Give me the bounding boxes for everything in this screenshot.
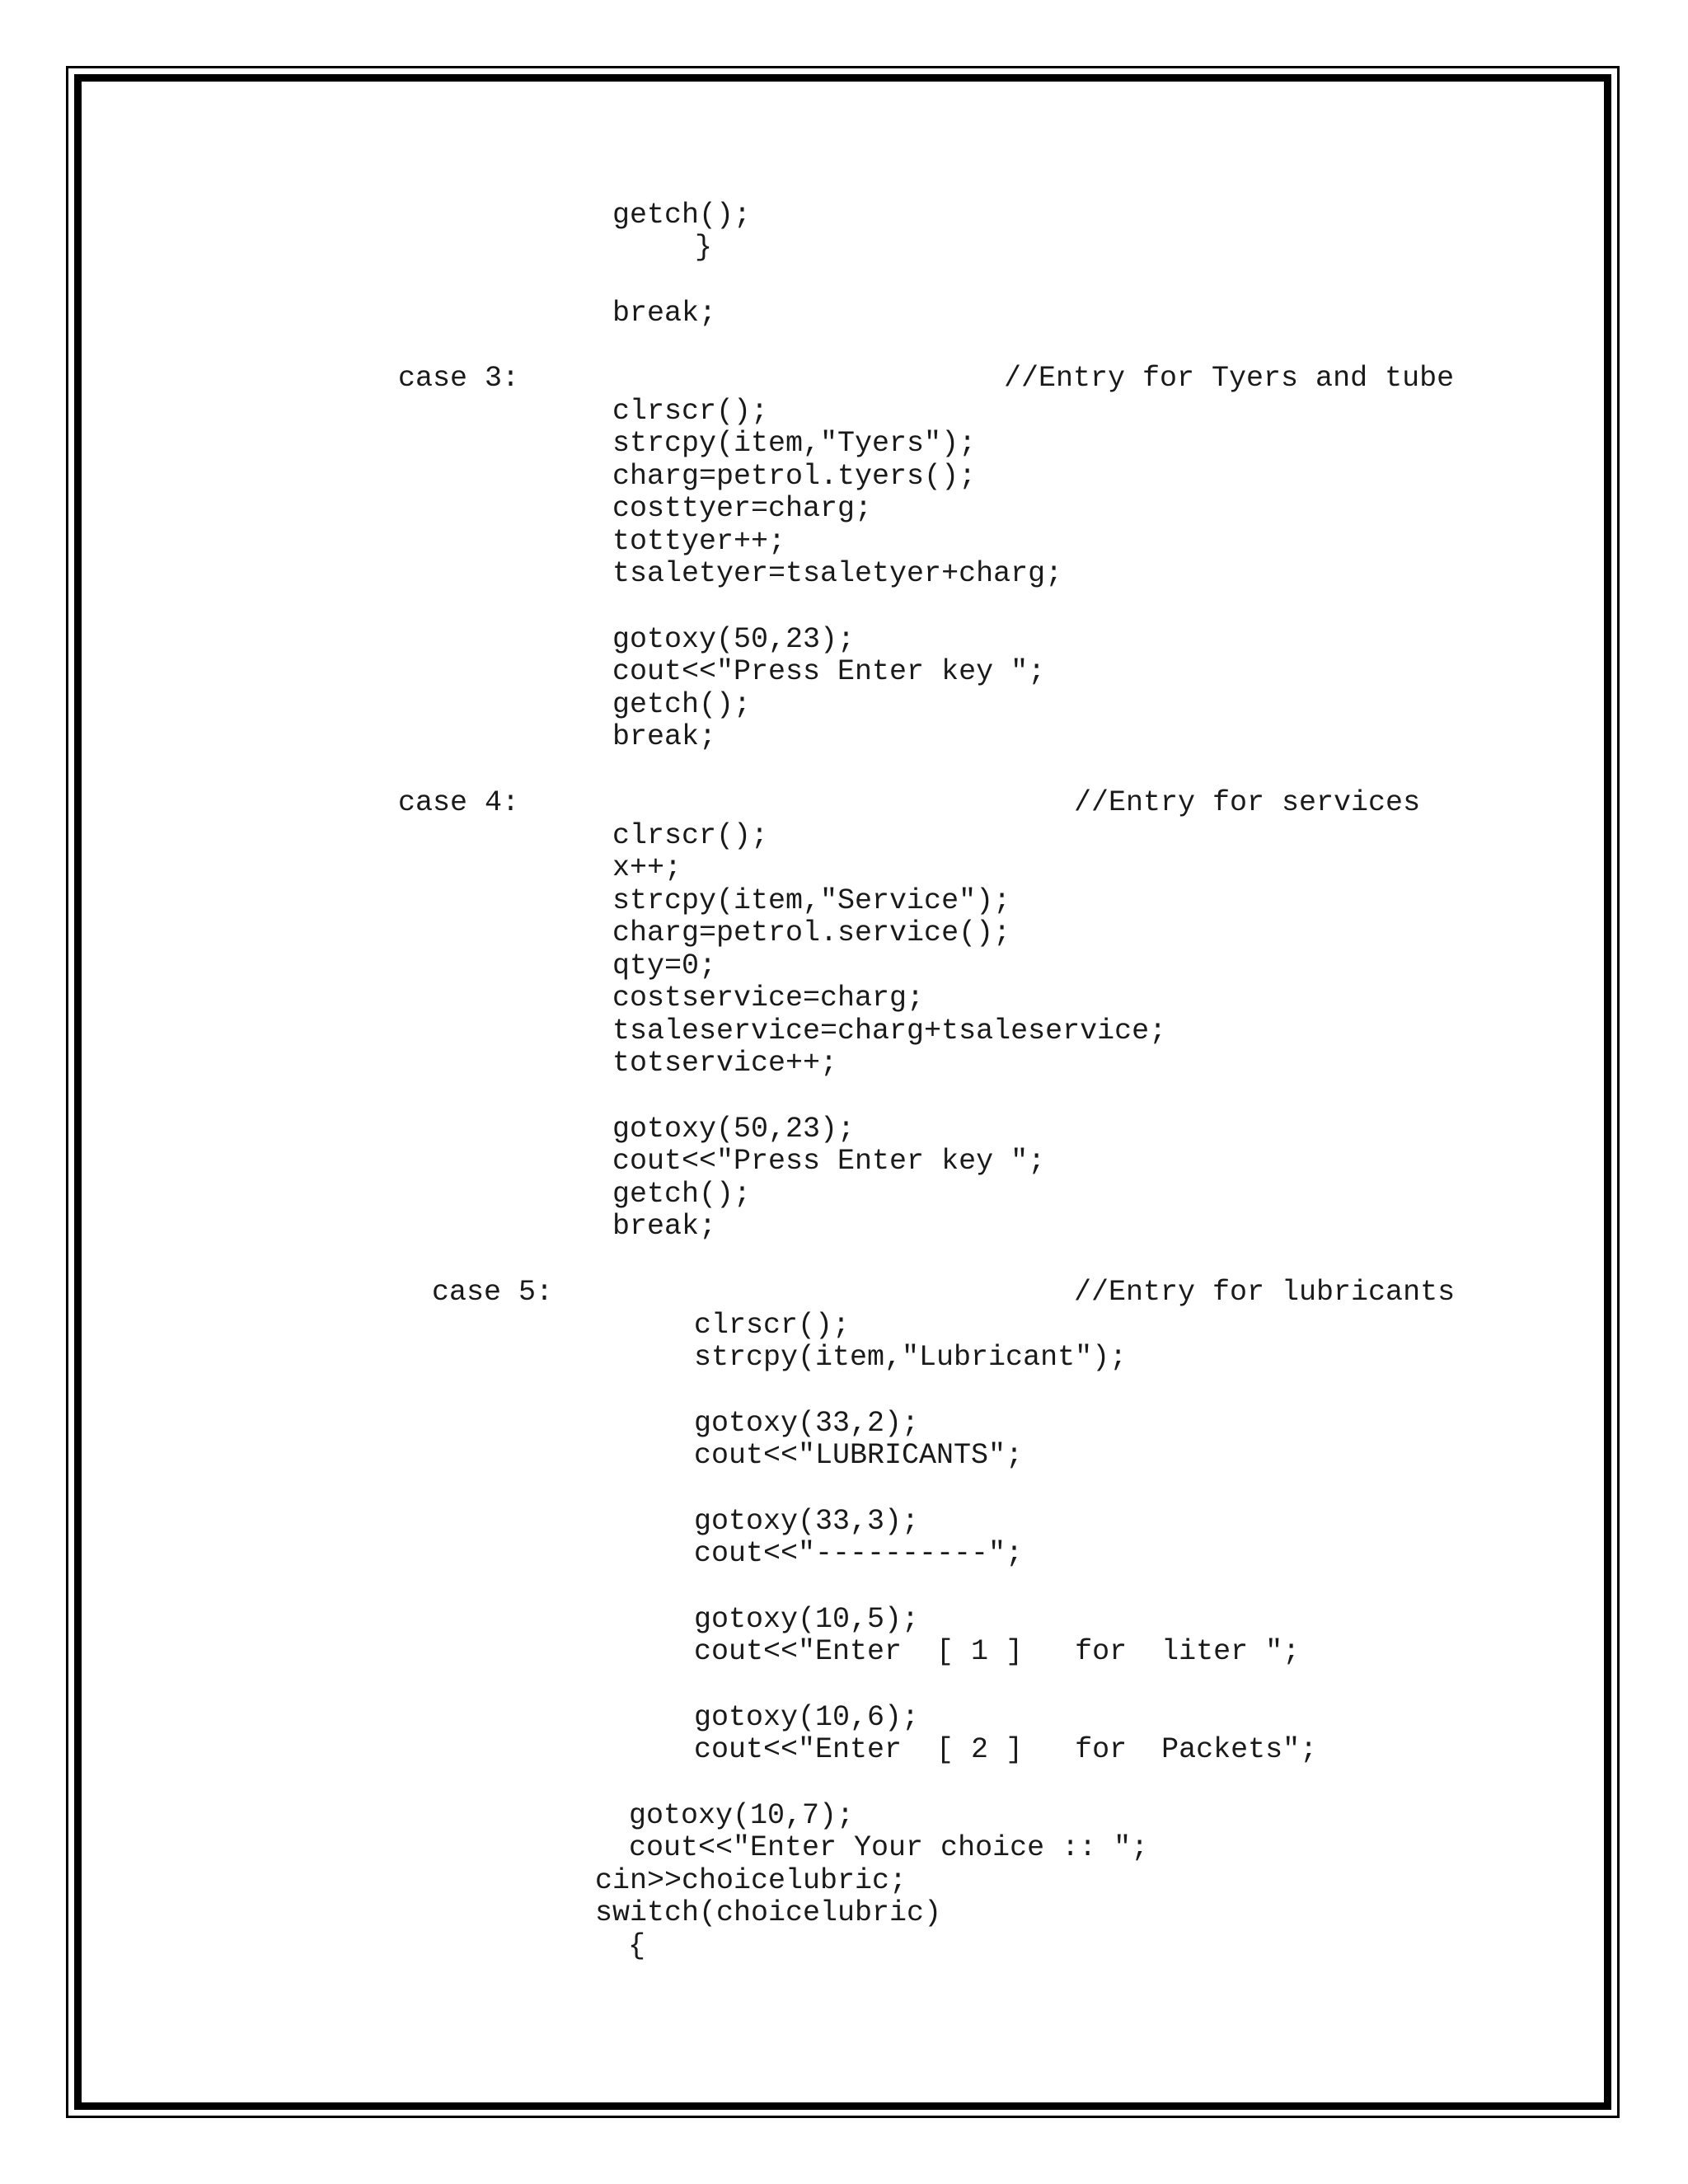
code-line: cout<<"LUBRICANTS";: [694, 1439, 1024, 1472]
code-line: getch();: [612, 199, 752, 232]
code-line: gotoxy(33,2);: [694, 1407, 920, 1440]
code-line: gotoxy(10,6);: [694, 1701, 920, 1734]
code-line: gotoxy(33,3);: [694, 1505, 920, 1538]
code-line: cout<<"Press Enter key ";: [612, 1145, 1046, 1178]
code-line: clrscr();: [612, 395, 769, 428]
code-line: x++;: [612, 851, 682, 884]
code-line: qty=0;: [612, 949, 717, 982]
code-line: gotoxy(10,7);: [629, 1799, 855, 1832]
code-line: totservice++;: [612, 1047, 838, 1080]
code-comment: //Entry for Tyers and tube: [1004, 362, 1455, 395]
code-line: tsaleservice=charg+tsaleservice;: [612, 1015, 1167, 1047]
code-line: gotoxy(50,23);: [612, 623, 856, 656]
code-line: clrscr();: [612, 819, 769, 852]
code-comment: //Entry for services: [1074, 786, 1421, 819]
code-line: gotoxy(10,5);: [694, 1603, 920, 1636]
code-line: strcpy(item,"Lubricant");: [694, 1341, 1128, 1374]
code-line: cout<<"Enter Your choice :: ";: [629, 1831, 1149, 1864]
code-line: cout<<"Enter [ 2 ] for Packets";: [694, 1733, 1318, 1766]
code-line: clrscr();: [694, 1309, 851, 1342]
code-line: gotoxy(50,23);: [612, 1113, 856, 1146]
code-line: costtyer=charg;: [612, 492, 873, 525]
code-line: strcpy(item,"Tyers");: [612, 427, 977, 460]
code-line: break;: [612, 297, 717, 330]
code-line: cout<<"Enter [ 1 ] for liter ";: [694, 1635, 1301, 1668]
code-line: getch();: [612, 688, 752, 721]
code-line: costservice=charg;: [612, 982, 925, 1015]
code-line: getch();: [612, 1178, 752, 1211]
code-line: }: [695, 231, 713, 264]
code-line: switch(choicelubric): [595, 1896, 942, 1929]
code-line: break;: [612, 720, 717, 753]
code-line: strcpy(item,"Service");: [612, 884, 1011, 917]
code-line: case 5:: [432, 1276, 554, 1309]
code-line: charg=petrol.service();: [612, 916, 1011, 949]
code-line: tsaletyer=tsaletyer+charg;: [612, 557, 1063, 590]
code-line: break;: [612, 1210, 717, 1243]
code-comment: //Entry for lubricants: [1074, 1276, 1456, 1309]
code-line: cout<<"----------";: [694, 1537, 1024, 1570]
code-line: tottyer++;: [612, 525, 786, 558]
code-line: charg=petrol.tyers();: [612, 460, 977, 493]
code-line: {: [628, 1929, 646, 1962]
code-line: case 4:: [398, 786, 520, 819]
code-line: case 3:: [398, 362, 520, 395]
code-line: cin>>choicelubric;: [595, 1864, 907, 1897]
code-line: cout<<"Press Enter key ";: [612, 655, 1046, 688]
